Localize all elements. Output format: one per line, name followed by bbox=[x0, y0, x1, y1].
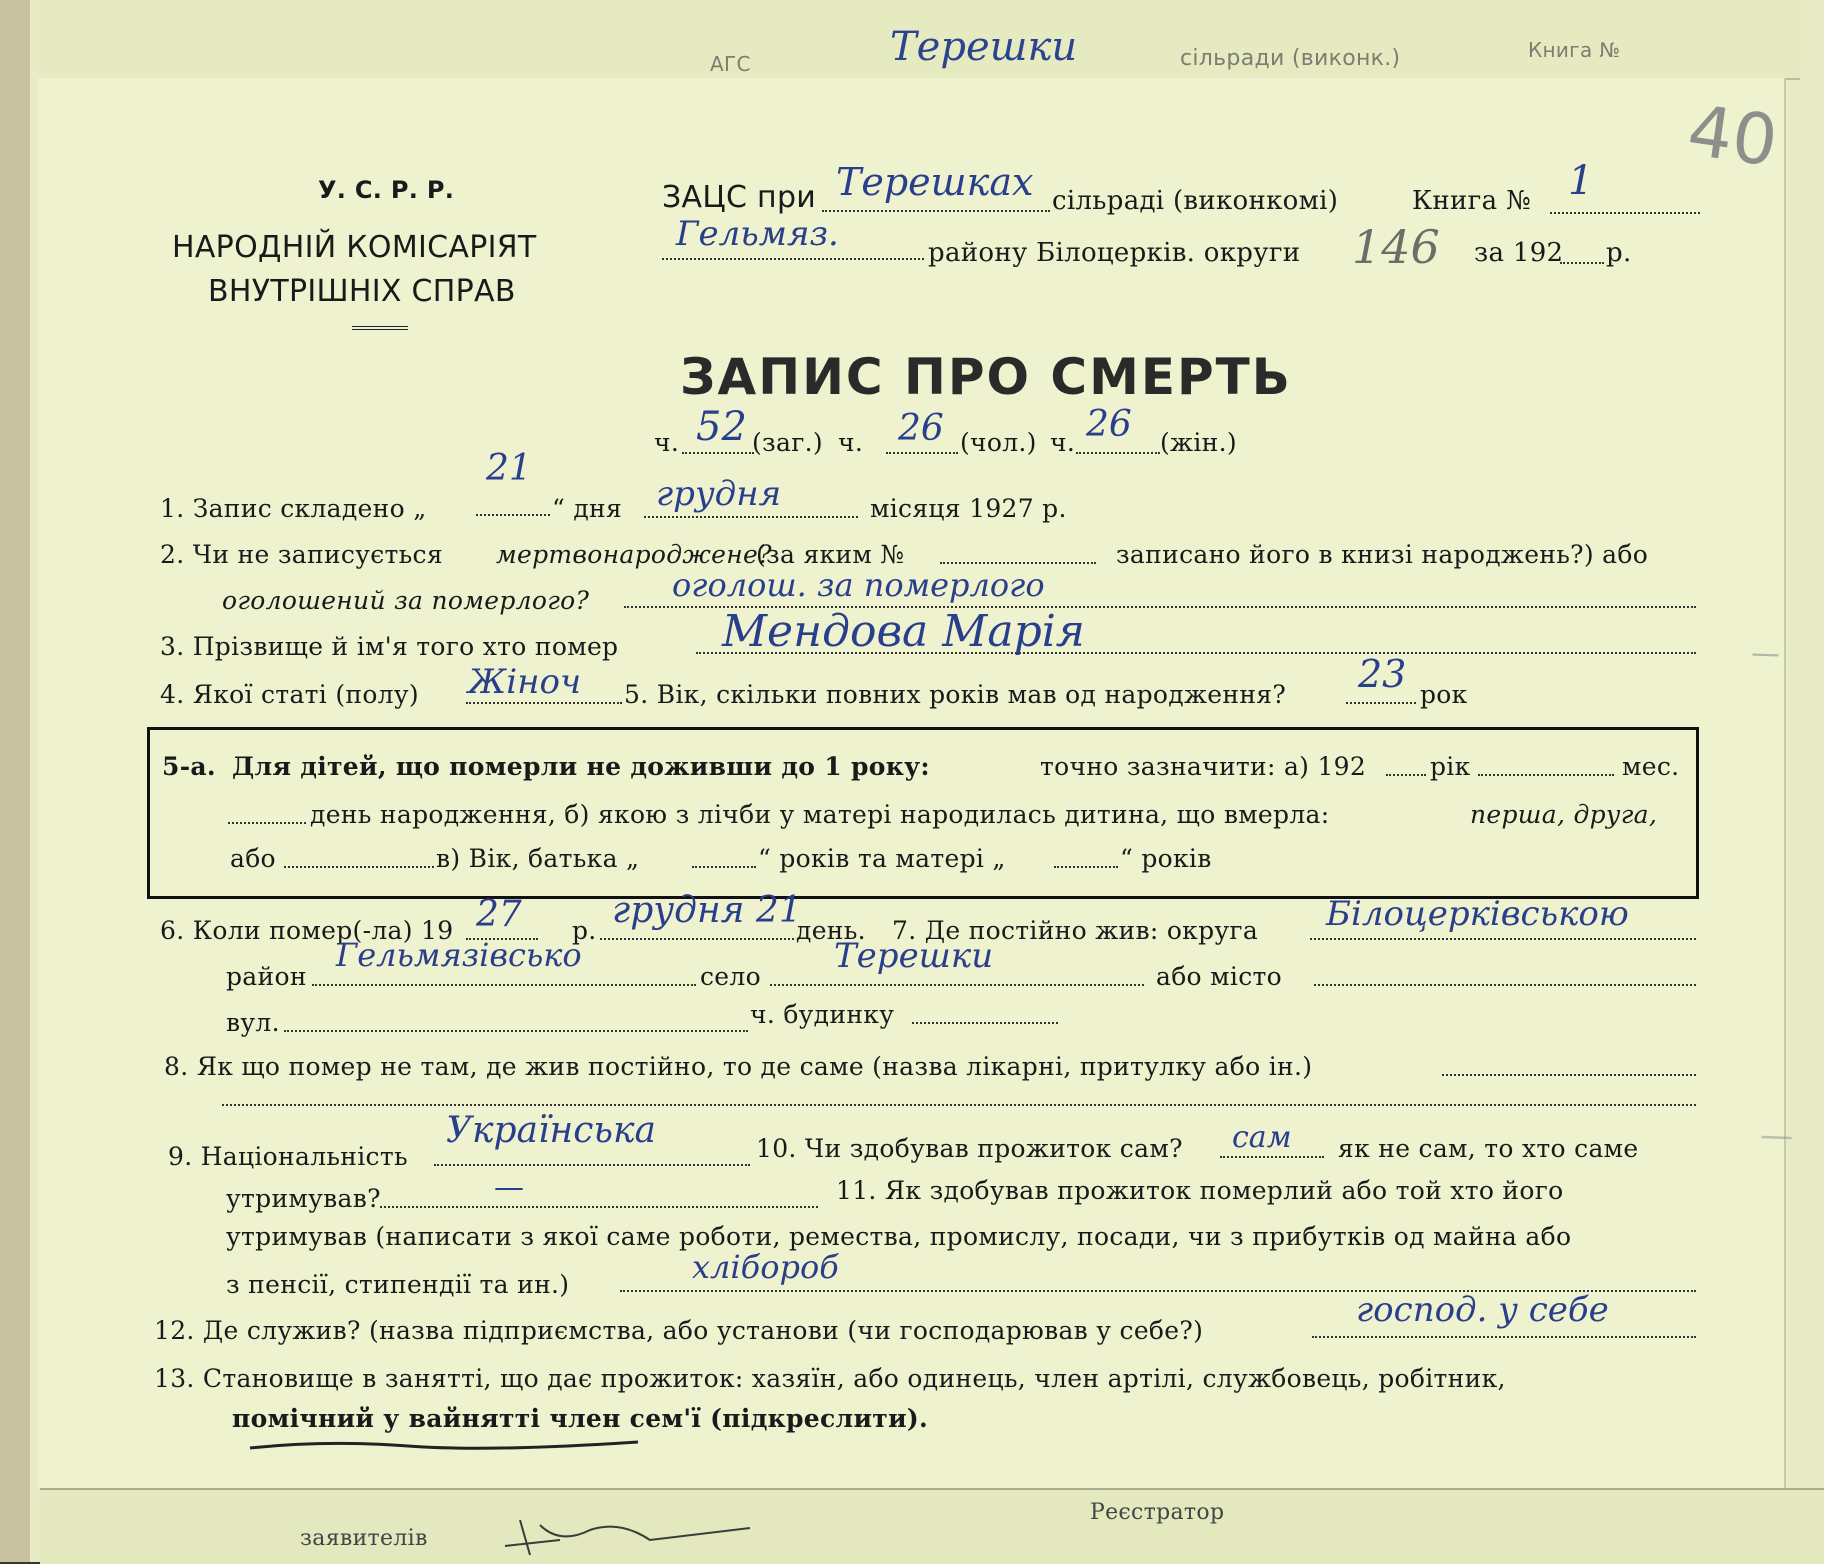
zayavyteliv-label: заявителів bbox=[300, 1526, 428, 1551]
field9-label: 9. Національність bbox=[168, 1142, 408, 1171]
zhin-dotted-line bbox=[1076, 452, 1160, 454]
pencil-mark-146: 146 bbox=[1352, 220, 1440, 274]
field2-italic2: оголошений за померлого? bbox=[222, 586, 590, 615]
zags-pri-label: ЗАЦС при bbox=[662, 180, 817, 215]
raion-handwritten: Гельмяз. bbox=[676, 214, 839, 254]
field13-underline bbox=[248, 1436, 648, 1456]
field11-line3: з пенсії, стипендії та ин.) bbox=[226, 1270, 570, 1299]
field2-number-dots bbox=[940, 562, 1096, 564]
field7-vul-dots bbox=[284, 1030, 748, 1032]
field10-handwritten: сам bbox=[1232, 1120, 1292, 1155]
field5a-year-dots bbox=[1386, 774, 1426, 776]
ch2-label: ч. bbox=[838, 428, 864, 457]
field6-year-handwritten: 27 bbox=[476, 894, 522, 935]
field5-rok: рок bbox=[1420, 680, 1468, 709]
zags-handwritten: Терешках bbox=[836, 160, 1034, 204]
ch3-label: ч. bbox=[1050, 428, 1076, 457]
commissariat-line2: ВНУТРІШНІХ СПРАВ bbox=[208, 274, 516, 309]
field6-date-handwritten: грудня 21 bbox=[612, 890, 802, 931]
field5a-persha: перша, друга, bbox=[1470, 800, 1658, 829]
field6-den: день. bbox=[796, 916, 866, 945]
field5-dots bbox=[1346, 702, 1416, 704]
kniga-top-text: Книга № bbox=[1528, 38, 1621, 62]
field5a-rokiv1: “ років та матері „ bbox=[758, 844, 1006, 873]
field7-selo-dots bbox=[770, 984, 1144, 986]
field7-misto: або місто bbox=[1156, 962, 1282, 991]
field12-dots bbox=[1312, 1336, 1696, 1338]
field2-za-yakym: (за яким № bbox=[756, 540, 905, 569]
field8-label: 8. Як що помер не там, де жив постійно, то де саме (назва лікарні, притулку або ін.) bbox=[164, 1052, 1313, 1081]
side-pencil-mark-1: | bbox=[1749, 650, 1780, 660]
field1-month-dots bbox=[644, 516, 858, 518]
field5a-line2: день народження, б) якою з лічби у матері народилась дитина, що вмерла: bbox=[310, 800, 1330, 829]
zag-dotted-line bbox=[682, 452, 754, 454]
field11-label: 11. Як здобував прожиток померлий або той хто його bbox=[836, 1176, 1564, 1205]
handwritten-village-top: Терешки bbox=[890, 24, 1078, 70]
zhin-handwritten: 26 bbox=[1086, 404, 1132, 445]
silradi-label: сільраді (виконкомі) bbox=[1052, 186, 1339, 216]
field5a-bold: Для дітей, що померли не доживши до 1 року: bbox=[232, 752, 930, 781]
field2-handwritten: оголош. за померлого bbox=[672, 566, 1045, 604]
field1-month-handwritten: грудня bbox=[656, 474, 782, 514]
raionu-okruhy-label: району Білоцерків. округи bbox=[928, 238, 1301, 268]
field5a-mother-dots bbox=[1054, 866, 1118, 868]
silradi-top-text: сільради (виконк.) bbox=[1180, 46, 1401, 71]
kniga-dotted-line bbox=[1550, 212, 1700, 214]
za-192-label: за 192 bbox=[1474, 238, 1564, 268]
field6-label: 6. Коли помер(-ла) 19 bbox=[160, 916, 454, 945]
field1-end: місяця 1927 р. bbox=[870, 494, 1067, 523]
top-strip-underlying-form bbox=[40, 0, 1800, 80]
pencil-page-number: 40 bbox=[1682, 89, 1783, 183]
field10-dash: — bbox=[494, 1170, 524, 1205]
field11-handwritten: хлібороб bbox=[692, 1248, 839, 1286]
year-dotted-line bbox=[1560, 262, 1604, 264]
field7-selo-handwritten: Терешки bbox=[834, 936, 994, 976]
field11-line2: утримував (написати з якої саме роботи, ремества, промислу, посади, чи з прибутків од майна або bbox=[226, 1222, 1572, 1251]
kniga-handwritten: 1 bbox=[1568, 158, 1594, 204]
signature-scribble bbox=[500, 1510, 760, 1560]
field4-label: 4. Якої статі (полу) bbox=[160, 680, 419, 709]
field5a-number: 5-а. bbox=[162, 752, 216, 781]
field7-selo: село bbox=[700, 962, 761, 991]
field2-label: 2. Чи не записується bbox=[160, 540, 443, 569]
field9-handwritten: Українська bbox=[446, 1110, 656, 1151]
reestrator-label: Реєстратор bbox=[1090, 1500, 1225, 1525]
field5a-line3: в) Вік, батька „ bbox=[436, 844, 640, 873]
field7-raion-handwritten: Гельмязівсько bbox=[336, 936, 582, 974]
form-title: ЗАПИС ПРО СМЕРТЬ bbox=[680, 348, 1292, 406]
field1-dnya: “ дня bbox=[552, 494, 623, 523]
chol-dotted-line bbox=[886, 452, 958, 454]
field2-line1-end: записано його в книзі народжень?) або bbox=[1116, 540, 1649, 569]
field5a-rik: рік bbox=[1430, 752, 1471, 781]
commissariat-line1: НАРОДНІЙ КОМІСАРІЯТ bbox=[172, 230, 537, 265]
field1-day-handwritten: 21 bbox=[486, 448, 532, 489]
field5a-month-dots bbox=[1478, 774, 1614, 776]
field7-budynku: ч. будинку bbox=[750, 1000, 895, 1029]
field1-day-dots bbox=[476, 514, 550, 516]
field7-okruha-dots bbox=[1310, 938, 1696, 940]
field7-okruha-handwritten: Білоцерківською bbox=[1326, 894, 1629, 934]
agc-text: АГС bbox=[710, 52, 751, 76]
field10-utrymuvav: утримував? bbox=[226, 1184, 381, 1213]
kniga-label: Книга № bbox=[1412, 186, 1531, 216]
field7-vul: вул. bbox=[226, 1008, 280, 1037]
field13-line2: помічний у вайнятті член сем'ї (підкреслити). bbox=[232, 1404, 929, 1433]
field6-r: р. bbox=[572, 916, 597, 945]
field9-dots bbox=[434, 1164, 750, 1166]
field10-label: 10. Чи здобував прожиток сам? bbox=[756, 1134, 1183, 1163]
field7-raion: район bbox=[226, 962, 307, 991]
field5-label: 5. Вік, скільки повних років мав од народження? bbox=[624, 680, 1287, 709]
field2-italic1: мертвонароджене? bbox=[496, 540, 772, 569]
field5a-abo: або bbox=[230, 844, 276, 873]
field5a-abo-dots bbox=[284, 866, 434, 868]
side-pencil-mark-2: | bbox=[1757, 1131, 1793, 1144]
field10-dots bbox=[1220, 1156, 1324, 1158]
field5a-rokiv2: “ років bbox=[1120, 844, 1212, 873]
field8-dots-2 bbox=[222, 1104, 1696, 1106]
field4-dots bbox=[466, 702, 622, 704]
field5-handwritten: 23 bbox=[1358, 652, 1407, 696]
chol-label: (чол.) bbox=[960, 428, 1037, 457]
field4-handwritten: Жіноч bbox=[468, 662, 582, 702]
ussr-label: У. С. Р. Р. bbox=[318, 176, 455, 204]
bottom-strip-underlying-form bbox=[40, 1488, 1824, 1564]
field5a-rest: точно зазначити: а) 192 bbox=[1040, 752, 1367, 781]
zag-handwritten: 52 bbox=[696, 404, 747, 450]
field12-label: 12. Де служив? (назва підприємства, або установи (чи господарював у себе?) bbox=[154, 1316, 1204, 1345]
field3-handwritten: Мендова Марія bbox=[722, 606, 1085, 657]
field5a-father-dots bbox=[692, 866, 756, 868]
field7-misto-dots bbox=[1314, 984, 1696, 986]
field8-dots-1 bbox=[1442, 1074, 1696, 1076]
zhin-label: (жін.) bbox=[1160, 428, 1237, 457]
field7-label: 7. Де постійно жив: округа bbox=[892, 916, 1259, 945]
zags-dotted-line bbox=[822, 210, 1050, 212]
field1-label: 1. Запис складено „ bbox=[160, 494, 427, 523]
field5a-day-dots bbox=[228, 822, 306, 824]
zag-label: (заг.) bbox=[752, 428, 823, 457]
field10-utrym-dots bbox=[380, 1206, 818, 1208]
field7-budynku-dots bbox=[912, 1022, 1058, 1024]
field12-handwritten: господ. у себе bbox=[1356, 1290, 1609, 1330]
field3-label: 3. Прізвище й ім'я того хто помер bbox=[160, 632, 619, 661]
field5a-mes: мес. bbox=[1622, 752, 1680, 781]
field7-raion-dots bbox=[312, 984, 696, 986]
ch1-label: ч. bbox=[654, 428, 680, 457]
field13-label: 13. Становище в занятті, що дає прожиток: хазяїн, або одинець, член артілі, службовець, робітник, bbox=[154, 1364, 1506, 1393]
header-divider bbox=[352, 326, 408, 330]
chol-handwritten: 26 bbox=[898, 408, 944, 449]
za-r-label: р. bbox=[1606, 238, 1632, 268]
field6-date-dots bbox=[600, 938, 794, 940]
raion-dotted-line bbox=[662, 258, 924, 260]
field10-rest: як не сам, то хто саме bbox=[1338, 1134, 1639, 1163]
